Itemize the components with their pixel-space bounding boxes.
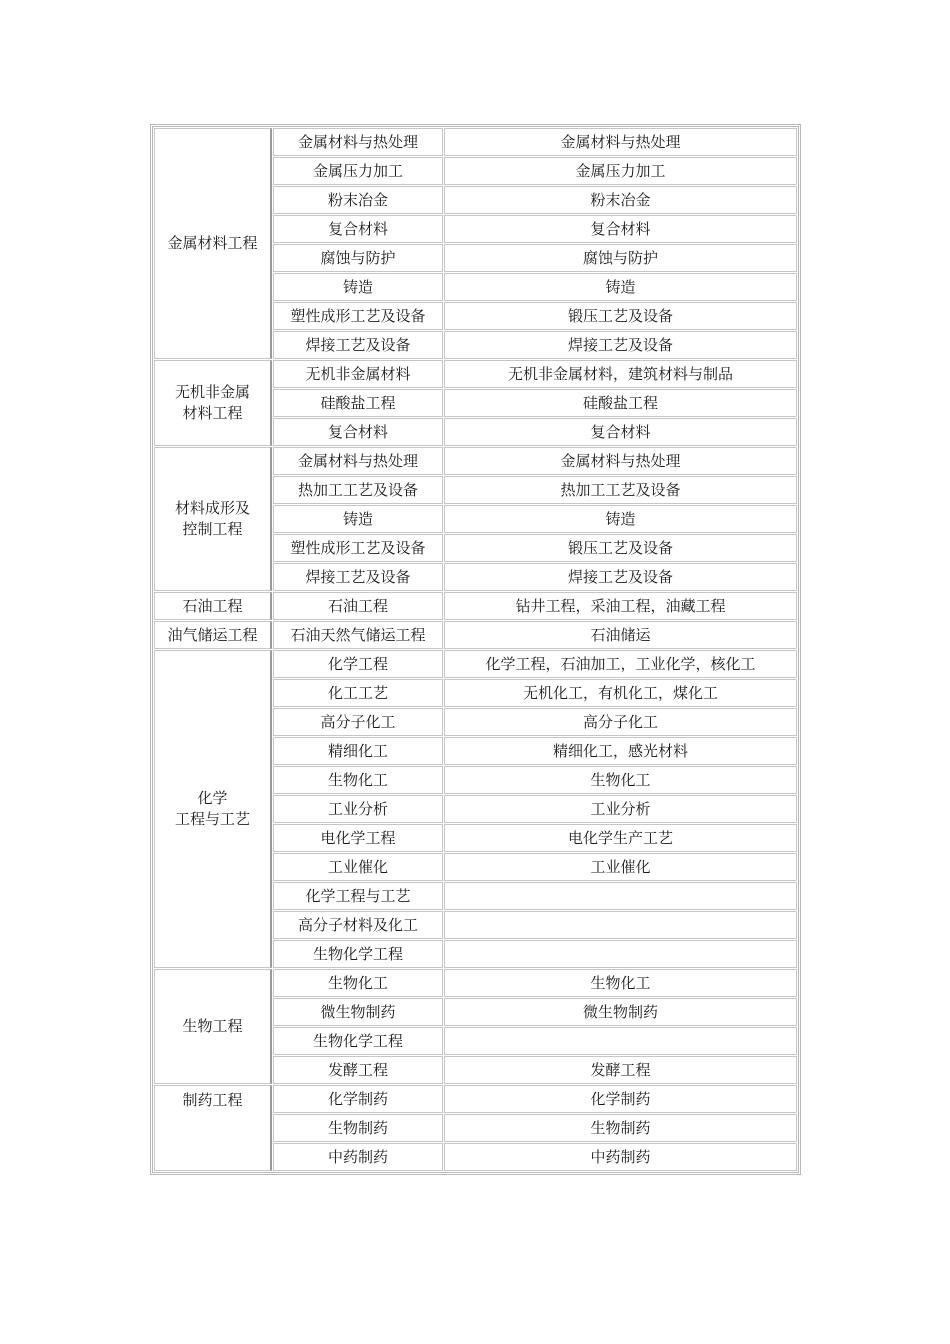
new-specialty-cell: 石油天然气储运工程 [273,621,443,649]
new-specialty-cell: 金属材料与热处理 [273,447,443,475]
new-specialty-cell: 化学制药 [273,1085,443,1113]
old-specialty-cell: 焊接工艺及设备 [444,563,797,591]
new-specialty-cell: 中药制药 [273,1143,443,1171]
major-name-cell: 制药工程 [154,1085,272,1171]
table-row [154,447,797,475]
old-specialty-cell: 工业催化 [444,853,797,881]
new-specialty-cell: 生物化学工程 [273,1027,443,1055]
major-name-cell: 无机非金属 材料工程 [154,360,272,446]
old-specialty-cell: 复合材料 [444,418,797,446]
table-row [154,1085,797,1113]
new-specialty-cell: 焊接工艺及设备 [273,331,443,359]
new-specialty-cell: 复合材料 [273,418,443,446]
new-specialty-cell: 金属压力加工 [273,157,443,185]
new-specialty-cell: 高分子化工 [273,708,443,736]
major-mapping-table [150,124,801,1175]
new-specialty-cell: 塑性成形工艺及设备 [273,534,443,562]
table-row [154,128,797,156]
new-specialty-cell: 高分子材料及化工 [273,911,443,939]
old-specialty-cell: 金属材料与热处理 [444,128,797,156]
old-specialty-cell: 电化学生产工艺 [444,824,797,852]
major-name-cell: 化学 工程与工艺 [154,650,272,968]
old-specialty-cell: 热加工工艺及设备 [444,476,797,504]
new-specialty-cell: 石油工程 [273,592,443,620]
old-specialty-cell: 锻压工艺及设备 [444,534,797,562]
old-specialty-cell: 粉末冶金 [444,186,797,214]
old-specialty-cell: 焊接工艺及设备 [444,331,797,359]
old-specialty-cell: 复合材料 [444,215,797,243]
old-specialty-cell: 化学工程，石油加工，工业化学，核化工 [444,650,797,678]
new-specialty-cell: 复合材料 [273,215,443,243]
old-specialty-cell: 腐蚀与防护 [444,244,797,272]
old-specialty-cell: 铸造 [444,505,797,533]
old-specialty-cell: 无机化工，有机化工，煤化工 [444,679,797,707]
new-specialty-cell: 化工工艺 [273,679,443,707]
new-specialty-cell: 精细化工 [273,737,443,765]
old-specialty-cell [444,911,797,939]
old-specialty-cell: 无机非金属材料，建筑材料与制品 [444,360,797,388]
old-specialty-cell: 钻井工程，采油工程，油藏工程 [444,592,797,620]
new-specialty-cell: 腐蚀与防护 [273,244,443,272]
new-specialty-cell: 无机非金属材料 [273,360,443,388]
new-specialty-cell: 粉末冶金 [273,186,443,214]
new-specialty-cell: 塑性成形工艺及设备 [273,302,443,330]
old-specialty-cell: 硅酸盐工程 [444,389,797,417]
table-row [154,592,797,620]
old-specialty-cell: 中药制药 [444,1143,797,1171]
new-specialty-cell: 化学工程与工艺 [273,882,443,910]
old-specialty-cell [444,940,797,968]
old-specialty-cell: 生物化工 [444,766,797,794]
mapping-table-body [154,128,797,1171]
table-row [154,621,797,649]
old-specialty-cell [444,1027,797,1055]
new-specialty-cell: 化学工程 [273,650,443,678]
old-specialty-cell: 金属压力加工 [444,157,797,185]
old-specialty-cell: 高分子化工 [444,708,797,736]
old-specialty-cell: 工业分析 [444,795,797,823]
old-specialty-cell: 微生物制药 [444,998,797,1026]
new-specialty-cell: 金属材料与热处理 [273,128,443,156]
new-specialty-cell: 硅酸盐工程 [273,389,443,417]
old-specialty-cell: 精细化工，感光材料 [444,737,797,765]
old-specialty-cell: 锻压工艺及设备 [444,302,797,330]
major-name-cell: 金属材料工程 [154,128,272,359]
table-row [154,360,797,388]
old-specialty-cell: 化学制药 [444,1085,797,1113]
old-specialty-cell: 铸造 [444,273,797,301]
new-specialty-cell: 生物化工 [273,766,443,794]
new-specialty-cell: 微生物制药 [273,998,443,1026]
new-specialty-cell: 生物制药 [273,1114,443,1142]
old-specialty-cell: 生物制药 [444,1114,797,1142]
new-specialty-cell: 工业催化 [273,853,443,881]
mapping-grid [153,127,798,1172]
new-specialty-cell: 铸造 [273,273,443,301]
major-name-cell: 油气储运工程 [154,621,272,649]
old-specialty-cell: 石油储运 [444,621,797,649]
major-name-cell: 材料成形及 控制工程 [154,447,272,591]
old-specialty-cell [444,882,797,910]
old-specialty-cell: 发酵工程 [444,1056,797,1084]
new-specialty-cell: 铸造 [273,505,443,533]
new-specialty-cell: 热加工工艺及设备 [273,476,443,504]
old-specialty-cell: 金属材料与热处理 [444,447,797,475]
new-specialty-cell: 工业分析 [273,795,443,823]
new-specialty-cell: 焊接工艺及设备 [273,563,443,591]
new-specialty-cell: 生物化学工程 [273,940,443,968]
new-specialty-cell: 生物化工 [273,969,443,997]
new-specialty-cell: 发酵工程 [273,1056,443,1084]
major-name-cell: 生物工程 [154,969,272,1084]
old-specialty-cell: 生物化工 [444,969,797,997]
table-row [154,650,797,678]
major-name-cell: 石油工程 [154,592,272,620]
new-specialty-cell: 电化学工程 [273,824,443,852]
table-row [154,969,797,997]
